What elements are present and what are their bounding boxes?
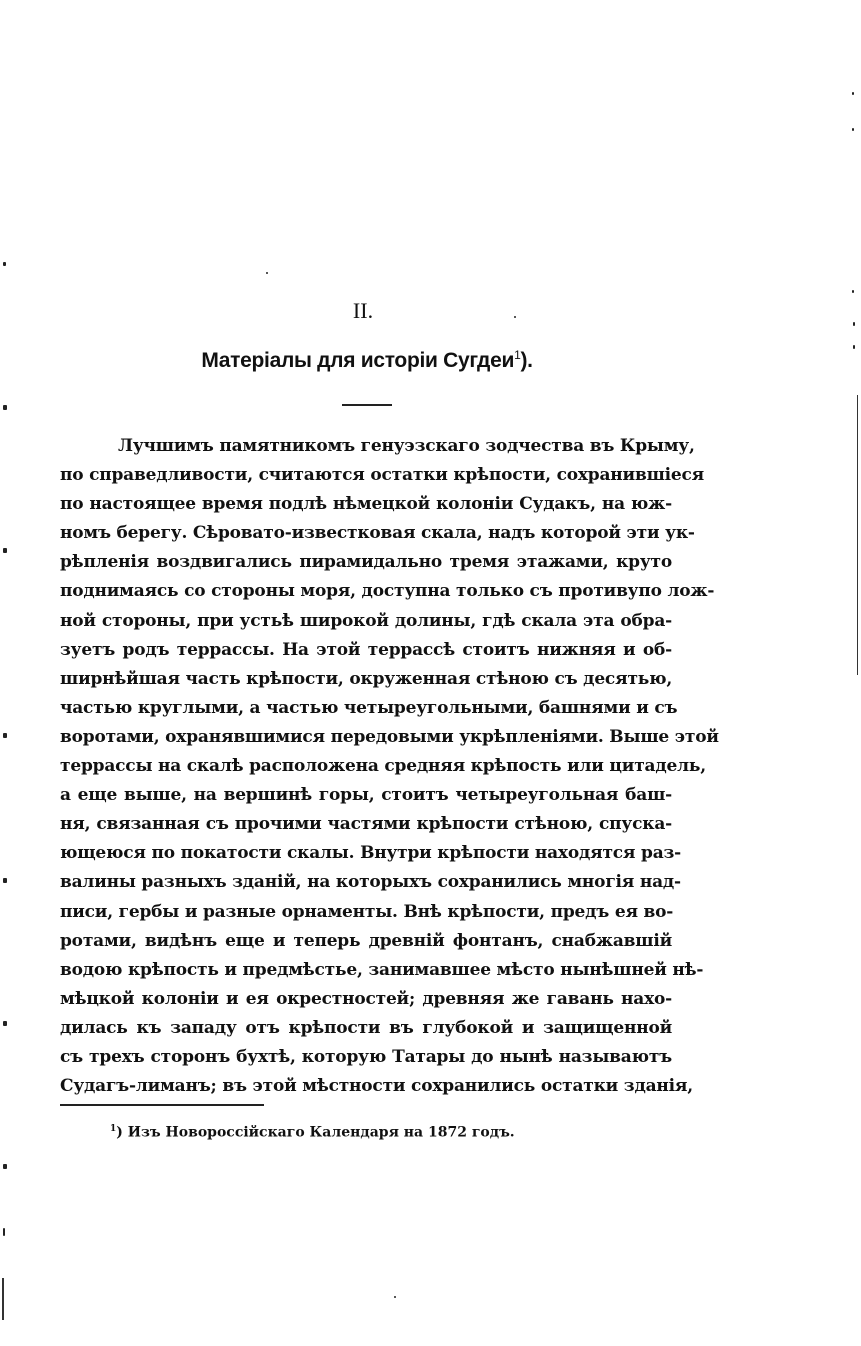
scan-speck bbox=[514, 316, 516, 318]
text-line: Лучшимъ памятникомъ генуэзскаго зодчества въ Крыму, bbox=[118, 436, 695, 456]
text-line: частью круглыми, а частью четыреугольными, башнями и съ bbox=[60, 697, 678, 718]
text-line: а еще выше, на вершинѣ горы, стоитъ четыреугольная баш- bbox=[60, 785, 672, 806]
scan-speck bbox=[3, 262, 6, 266]
text-line: зуетъ родъ террассы. На этой террассѣ стоитъ нижняя и об- bbox=[60, 639, 672, 660]
scan-speck bbox=[266, 272, 268, 274]
scan-speck bbox=[852, 128, 854, 131]
title-divider bbox=[342, 404, 392, 406]
scan-speck bbox=[3, 878, 7, 883]
text-line: по справедливости, считаются остатки крѣпости, сохранившіеся bbox=[60, 465, 705, 486]
text-line: рѣпленія воздвигались пирамидально тремя этажами, круто bbox=[60, 552, 672, 573]
text-line: Судагъ-лиманъ; въ этой мѣстности сохранились остатки зданія, bbox=[60, 1076, 693, 1097]
scan-speck bbox=[394, 1296, 396, 1298]
scan-speck bbox=[3, 548, 7, 553]
scan-speck bbox=[853, 345, 855, 349]
scan-edge-line bbox=[2, 1278, 4, 1320]
text-line: по настоящее время подлѣ нѣмецкой колоніи Судакъ, на юж- bbox=[60, 494, 672, 515]
text-line: ной стороны, при устьѣ широкой долины, гдѣ скала эта обра- bbox=[60, 610, 672, 631]
text-line: писи, гербы и разные орнаменты. Внѣ крѣпости, предъ ея во- bbox=[60, 901, 674, 922]
chapter-number: II. bbox=[352, 298, 374, 323]
text-line: ня, связанная съ прочими частями крѣпости стѣною, спуска- bbox=[60, 814, 672, 835]
scan-edge-line bbox=[857, 395, 858, 675]
footnote-mark: 1 bbox=[110, 1124, 117, 1134]
footnote-divider bbox=[60, 1104, 264, 1106]
scan-speck bbox=[853, 322, 855, 326]
text-line: террассы на скалѣ расположена средняя крѣпость или цитадель, bbox=[60, 756, 706, 777]
text-line: съ трехъ сторонъ бухтѣ, которую Татары до нынѣ называютъ bbox=[60, 1046, 672, 1067]
title-closing: ). bbox=[520, 349, 533, 372]
scan-speck bbox=[3, 1164, 7, 1169]
title-footnote-mark[interactable]: 1 bbox=[514, 348, 521, 362]
text-line: ширнѣйшая часть крѣпости, окруженная стѣною съ десятью, bbox=[60, 668, 673, 689]
chapter-title bbox=[60, 348, 674, 373]
scan-speck bbox=[3, 1021, 7, 1026]
text-line: поднимаясь со стороны моря, доступна только съ противупо лож- bbox=[60, 581, 715, 602]
scan-speck bbox=[3, 733, 7, 738]
body-paragraph bbox=[60, 432, 719, 1101]
scan-speck bbox=[3, 1228, 5, 1236]
scan-speck bbox=[852, 92, 854, 95]
text-line: валины разныхъ зданій, на которыхъ сохранились многія над- bbox=[60, 872, 681, 893]
text-line: дилась къ западу отъ крѣпости въ глубокой и защищенной bbox=[60, 1017, 672, 1038]
text-line: водою крѣпость и предмѣстье, занимавшее мѣсто нынѣшней нѣ- bbox=[60, 959, 704, 980]
scan-speck bbox=[852, 290, 854, 293]
text-line: воротами, охранявшимися передовыми укрѣпленіями. Выше этой bbox=[60, 726, 719, 747]
chapter-title-text: Матеріалы для исторіи Сугдеи bbox=[201, 349, 515, 372]
text-line: мѣцкой колоніи и ея окрестностей; древняя же гавань нахо- bbox=[60, 988, 672, 1009]
text-line: номъ берегу. Сѣровато-известковая скала, надъ которой эти ук- bbox=[60, 523, 695, 544]
footnote-text: ) Изъ Новороссійскаго Календаря на 1872 годъ. bbox=[116, 1124, 515, 1141]
text-line: ротами, видѣнъ еще и теперь древній фонтанъ, снабжавшій bbox=[60, 930, 672, 951]
scan-speck bbox=[3, 405, 7, 410]
text-line: ющеюся по покатости скалы. Внутри крѣпости находятся раз- bbox=[60, 843, 682, 864]
footnote bbox=[110, 1124, 515, 1141]
